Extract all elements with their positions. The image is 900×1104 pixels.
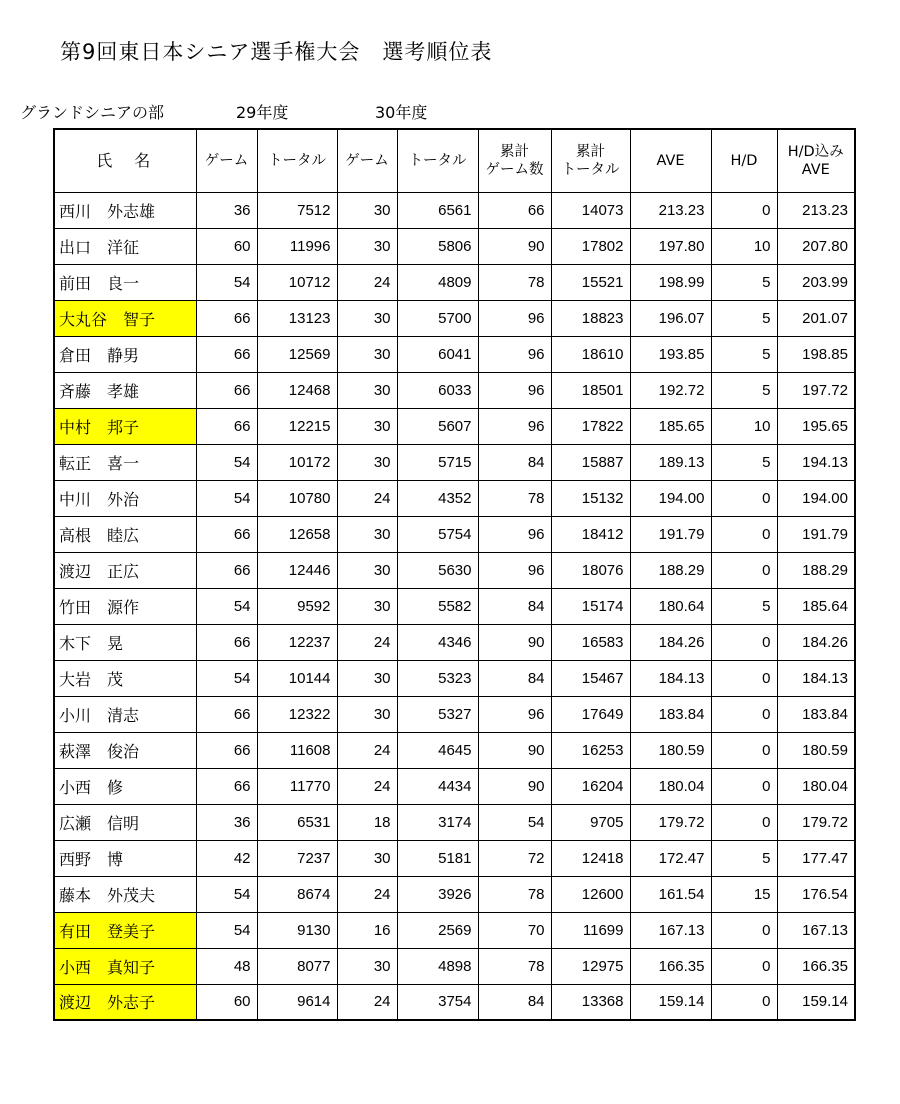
total-29-cell: 12468 [257, 372, 337, 408]
table-row [54, 192, 855, 228]
table-row [54, 588, 855, 624]
header-hd-ave: H/D込み AVE [777, 129, 855, 192]
hd-ave-cell: 201.07 [777, 300, 855, 336]
games-30-cell: 18 [337, 804, 397, 840]
games-30-cell: 30 [337, 588, 397, 624]
total-29-cell: 13123 [257, 300, 337, 336]
player-name-cell: 小西 真知子 [54, 948, 196, 984]
cum-total-cell: 18412 [551, 516, 630, 552]
games-29-cell: 36 [196, 804, 257, 840]
games-30-cell: 30 [337, 408, 397, 444]
games-30-cell: 30 [337, 552, 397, 588]
header-row [54, 129, 855, 192]
total-30-cell: 4645 [397, 732, 478, 768]
total-30-cell: 4352 [397, 480, 478, 516]
table-row [54, 336, 855, 372]
player-name-cell: 西野 博 [54, 840, 196, 876]
hd-cell: 0 [711, 624, 777, 660]
player-name-cell: 中村 邦子 [54, 408, 196, 444]
cum-total-cell: 18076 [551, 552, 630, 588]
hd-cell: 0 [711, 192, 777, 228]
ave-cell: 184.13 [630, 660, 711, 696]
games-30-cell: 24 [337, 264, 397, 300]
cum-total-cell: 12418 [551, 840, 630, 876]
hd-cell: 5 [711, 444, 777, 480]
player-name-cell: 大岩 茂 [54, 660, 196, 696]
total-29-cell: 12322 [257, 696, 337, 732]
cum-total-cell: 12600 [551, 876, 630, 912]
total-29-cell: 9130 [257, 912, 337, 948]
cum-total-cell: 15467 [551, 660, 630, 696]
hd-ave-cell: 176.54 [777, 876, 855, 912]
games-29-cell: 66 [196, 300, 257, 336]
ave-cell: 213.23 [630, 192, 711, 228]
hd-cell: 0 [711, 552, 777, 588]
table-row [54, 876, 855, 912]
year-30-label: 30年度 [375, 103, 428, 122]
hd-ave-cell: 167.13 [777, 912, 855, 948]
year-29-label: 29年度 [236, 103, 289, 122]
table-row [54, 516, 855, 552]
header-name: 氏 名 [54, 129, 196, 192]
total-30-cell: 5323 [397, 660, 478, 696]
table-row [54, 372, 855, 408]
ave-cell: 159.14 [630, 984, 711, 1020]
hd-ave-cell: 184.26 [777, 624, 855, 660]
games-30-cell: 30 [337, 840, 397, 876]
player-name-cell: 渡辺 正広 [54, 552, 196, 588]
cum-games-cell: 84 [478, 660, 551, 696]
total-29-cell: 6531 [257, 804, 337, 840]
cum-games-cell: 90 [478, 228, 551, 264]
table-row [54, 804, 855, 840]
cum-games-cell: 54 [478, 804, 551, 840]
cum-total-cell: 17802 [551, 228, 630, 264]
cum-games-cell: 78 [478, 480, 551, 516]
cum-games-cell: 78 [478, 264, 551, 300]
hd-ave-cell: 198.85 [777, 336, 855, 372]
hd-cell: 0 [711, 912, 777, 948]
ave-cell: 184.26 [630, 624, 711, 660]
games-29-cell: 54 [196, 480, 257, 516]
player-name-cell: 萩澤 俊治 [54, 732, 196, 768]
games-30-cell: 24 [337, 984, 397, 1020]
header-games-30: ゲーム [337, 129, 397, 192]
games-29-cell: 66 [196, 732, 257, 768]
hd-ave-cell: 183.84 [777, 696, 855, 732]
cum-games-cell: 90 [478, 732, 551, 768]
games-29-cell: 54 [196, 588, 257, 624]
table-row [54, 480, 855, 516]
hd-ave-cell: 185.64 [777, 588, 855, 624]
total-30-cell: 5700 [397, 300, 478, 336]
ave-cell: 189.13 [630, 444, 711, 480]
games-30-cell: 30 [337, 192, 397, 228]
hd-ave-cell: 188.29 [777, 552, 855, 588]
table-row [54, 696, 855, 732]
hd-ave-cell: 159.14 [777, 984, 855, 1020]
total-30-cell: 5582 [397, 588, 478, 624]
total-29-cell: 12215 [257, 408, 337, 444]
ave-cell: 191.79 [630, 516, 711, 552]
total-30-cell: 6041 [397, 336, 478, 372]
hd-cell: 5 [711, 264, 777, 300]
player-name-cell: 小西 修 [54, 768, 196, 804]
hd-ave-cell: 166.35 [777, 948, 855, 984]
hd-ave-cell: 180.04 [777, 768, 855, 804]
total-29-cell: 10780 [257, 480, 337, 516]
games-30-cell: 30 [337, 660, 397, 696]
table-row [54, 840, 855, 876]
hd-cell: 10 [711, 408, 777, 444]
cum-total-cell: 18501 [551, 372, 630, 408]
games-30-cell: 24 [337, 624, 397, 660]
table-row [54, 552, 855, 588]
games-29-cell: 60 [196, 228, 257, 264]
total-30-cell: 6033 [397, 372, 478, 408]
cum-games-cell: 78 [478, 948, 551, 984]
total-29-cell: 7512 [257, 192, 337, 228]
total-29-cell: 10172 [257, 444, 337, 480]
total-30-cell: 4898 [397, 948, 478, 984]
player-name-cell: 転正 喜一 [54, 444, 196, 480]
hd-cell: 0 [711, 984, 777, 1020]
cum-games-cell: 84 [478, 984, 551, 1020]
games-29-cell: 48 [196, 948, 257, 984]
games-29-cell: 42 [196, 840, 257, 876]
ave-cell: 180.59 [630, 732, 711, 768]
total-30-cell: 5715 [397, 444, 478, 480]
player-name-cell: 有田 登美子 [54, 912, 196, 948]
games-29-cell: 66 [196, 336, 257, 372]
games-29-cell: 54 [196, 660, 257, 696]
hd-cell: 5 [711, 300, 777, 336]
total-29-cell: 11608 [257, 732, 337, 768]
games-30-cell: 30 [337, 372, 397, 408]
hd-cell: 0 [711, 948, 777, 984]
cum-total-cell: 17649 [551, 696, 630, 732]
hd-cell: 15 [711, 876, 777, 912]
header-cum-total: 累計 トータル [551, 129, 630, 192]
hd-cell: 5 [711, 336, 777, 372]
total-30-cell: 4809 [397, 264, 478, 300]
cum-games-cell: 96 [478, 408, 551, 444]
total-30-cell: 5607 [397, 408, 478, 444]
table-row [54, 300, 855, 336]
cum-games-cell: 72 [478, 840, 551, 876]
player-name-cell: 西川 外志雄 [54, 192, 196, 228]
table-row [54, 264, 855, 300]
games-29-cell: 66 [196, 768, 257, 804]
hd-ave-cell: 194.00 [777, 480, 855, 516]
games-29-cell: 66 [196, 696, 257, 732]
cum-games-cell: 70 [478, 912, 551, 948]
ave-cell: 161.54 [630, 876, 711, 912]
table-row [54, 228, 855, 264]
header-total-29: トータル [257, 129, 337, 192]
games-30-cell: 30 [337, 696, 397, 732]
cum-total-cell: 16583 [551, 624, 630, 660]
ave-cell: 179.72 [630, 804, 711, 840]
hd-cell: 5 [711, 588, 777, 624]
hd-ave-cell: 191.79 [777, 516, 855, 552]
hd-ave-cell: 207.80 [777, 228, 855, 264]
hd-ave-cell: 184.13 [777, 660, 855, 696]
hd-ave-cell: 195.65 [777, 408, 855, 444]
table-row [54, 660, 855, 696]
player-name-cell: 竹田 源作 [54, 588, 196, 624]
games-29-cell: 66 [196, 408, 257, 444]
cum-games-cell: 84 [478, 444, 551, 480]
total-30-cell: 3754 [397, 984, 478, 1020]
total-30-cell: 5181 [397, 840, 478, 876]
total-30-cell: 3174 [397, 804, 478, 840]
cum-total-cell: 16204 [551, 768, 630, 804]
table-row [54, 912, 855, 948]
games-30-cell: 16 [337, 912, 397, 948]
cum-games-cell: 90 [478, 768, 551, 804]
games-30-cell: 24 [337, 768, 397, 804]
total-29-cell: 11996 [257, 228, 337, 264]
cum-games-cell: 90 [478, 624, 551, 660]
table-row [54, 768, 855, 804]
player-name-cell: 木下 晃 [54, 624, 196, 660]
ave-cell: 194.00 [630, 480, 711, 516]
ave-cell: 185.65 [630, 408, 711, 444]
cum-total-cell: 14073 [551, 192, 630, 228]
cum-total-cell: 15521 [551, 264, 630, 300]
hd-ave-cell: 203.99 [777, 264, 855, 300]
cum-games-cell: 96 [478, 696, 551, 732]
player-name-cell: 渡辺 外志子 [54, 984, 196, 1020]
table-row [54, 948, 855, 984]
player-name-cell: 広瀬 信明 [54, 804, 196, 840]
table-row [54, 624, 855, 660]
ranking-body [54, 192, 855, 1020]
player-name-cell: 前田 良一 [54, 264, 196, 300]
games-29-cell: 66 [196, 552, 257, 588]
section-label: グランドシニアの部 [20, 103, 165, 122]
games-30-cell: 30 [337, 228, 397, 264]
ave-cell: 198.99 [630, 264, 711, 300]
total-30-cell: 5754 [397, 516, 478, 552]
header-total-30: トータル [397, 129, 478, 192]
cum-games-cell: 96 [478, 516, 551, 552]
games-29-cell: 54 [196, 444, 257, 480]
table-row [54, 444, 855, 480]
cum-total-cell: 17822 [551, 408, 630, 444]
ave-cell: 192.72 [630, 372, 711, 408]
total-29-cell: 12569 [257, 336, 337, 372]
games-29-cell: 54 [196, 876, 257, 912]
header-cum-games: 累計 ゲーム数 [478, 129, 551, 192]
total-29-cell: 11770 [257, 768, 337, 804]
ave-cell: 183.84 [630, 696, 711, 732]
hd-ave-cell: 194.13 [777, 444, 855, 480]
games-30-cell: 24 [337, 480, 397, 516]
total-29-cell: 7237 [257, 840, 337, 876]
cum-total-cell: 18823 [551, 300, 630, 336]
hd-cell: 10 [711, 228, 777, 264]
ave-cell: 166.35 [630, 948, 711, 984]
hd-ave-cell: 213.23 [777, 192, 855, 228]
total-30-cell: 4434 [397, 768, 478, 804]
hd-cell: 0 [711, 768, 777, 804]
player-name-cell: 倉田 静男 [54, 336, 196, 372]
ave-cell: 196.07 [630, 300, 711, 336]
total-29-cell: 8077 [257, 948, 337, 984]
player-name-cell: 中川 外治 [54, 480, 196, 516]
games-30-cell: 30 [337, 948, 397, 984]
ave-cell: 180.64 [630, 588, 711, 624]
page-title: 第9回東日本シニア選手権大会 選考順位表 [60, 40, 493, 64]
games-30-cell: 24 [337, 732, 397, 768]
games-29-cell: 54 [196, 912, 257, 948]
games-29-cell: 66 [196, 624, 257, 660]
total-29-cell: 10712 [257, 264, 337, 300]
total-30-cell: 4346 [397, 624, 478, 660]
total-29-cell: 12237 [257, 624, 337, 660]
games-29-cell: 54 [196, 264, 257, 300]
games-29-cell: 66 [196, 372, 257, 408]
total-30-cell: 5806 [397, 228, 478, 264]
ave-cell: 167.13 [630, 912, 711, 948]
total-29-cell: 9614 [257, 984, 337, 1020]
cum-games-cell: 84 [478, 588, 551, 624]
header-ave: AVE [630, 129, 711, 192]
table-row [54, 732, 855, 768]
games-30-cell: 30 [337, 444, 397, 480]
cum-total-cell: 15887 [551, 444, 630, 480]
player-name-cell: 出口 洋征 [54, 228, 196, 264]
total-29-cell: 9592 [257, 588, 337, 624]
cum-games-cell: 96 [478, 336, 551, 372]
hd-cell: 5 [711, 372, 777, 408]
cum-games-cell: 78 [478, 876, 551, 912]
ranking-table [53, 128, 856, 1021]
cum-games-cell: 96 [478, 552, 551, 588]
hd-cell: 0 [711, 804, 777, 840]
games-30-cell: 30 [337, 300, 397, 336]
cum-games-cell: 96 [478, 300, 551, 336]
hd-cell: 0 [711, 696, 777, 732]
table-row [54, 408, 855, 444]
hd-cell: 0 [711, 660, 777, 696]
cum-total-cell: 12975 [551, 948, 630, 984]
ave-cell: 180.04 [630, 768, 711, 804]
ave-cell: 172.47 [630, 840, 711, 876]
hd-cell: 0 [711, 480, 777, 516]
hd-ave-cell: 197.72 [777, 372, 855, 408]
cum-total-cell: 11699 [551, 912, 630, 948]
cum-games-cell: 66 [478, 192, 551, 228]
cum-total-cell: 13368 [551, 984, 630, 1020]
games-30-cell: 30 [337, 516, 397, 552]
total-30-cell: 2569 [397, 912, 478, 948]
hd-cell: 0 [711, 732, 777, 768]
total-30-cell: 3926 [397, 876, 478, 912]
player-name-cell: 大丸谷 智子 [54, 300, 196, 336]
cum-total-cell: 15174 [551, 588, 630, 624]
player-name-cell: 斉藤 孝雄 [54, 372, 196, 408]
total-29-cell: 12446 [257, 552, 337, 588]
games-29-cell: 36 [196, 192, 257, 228]
header-hd: H/D [711, 129, 777, 192]
cum-games-cell: 96 [478, 372, 551, 408]
player-name-cell: 藤本 外茂夫 [54, 876, 196, 912]
games-30-cell: 30 [337, 336, 397, 372]
hd-cell: 0 [711, 516, 777, 552]
games-30-cell: 24 [337, 876, 397, 912]
player-name-cell: 高根 睦広 [54, 516, 196, 552]
ave-cell: 188.29 [630, 552, 711, 588]
hd-cell: 5 [711, 840, 777, 876]
ave-cell: 193.85 [630, 336, 711, 372]
ave-cell: 197.80 [630, 228, 711, 264]
cum-total-cell: 18610 [551, 336, 630, 372]
hd-ave-cell: 179.72 [777, 804, 855, 840]
total-29-cell: 8674 [257, 876, 337, 912]
total-30-cell: 5327 [397, 696, 478, 732]
games-29-cell: 60 [196, 984, 257, 1020]
games-29-cell: 66 [196, 516, 257, 552]
total-29-cell: 12658 [257, 516, 337, 552]
hd-ave-cell: 177.47 [777, 840, 855, 876]
cum-total-cell: 9705 [551, 804, 630, 840]
total-29-cell: 10144 [257, 660, 337, 696]
total-30-cell: 6561 [397, 192, 478, 228]
table-row [54, 984, 855, 1020]
hd-ave-cell: 180.59 [777, 732, 855, 768]
header-games-29: ゲーム [196, 129, 257, 192]
cum-total-cell: 16253 [551, 732, 630, 768]
cum-total-cell: 15132 [551, 480, 630, 516]
total-30-cell: 5630 [397, 552, 478, 588]
player-name-cell: 小川 清志 [54, 696, 196, 732]
